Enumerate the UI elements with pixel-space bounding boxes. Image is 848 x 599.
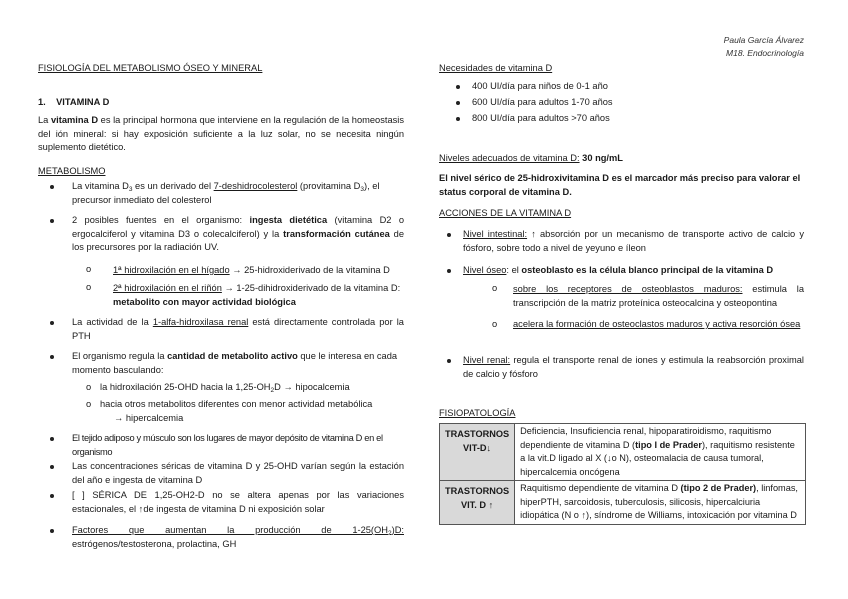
arrow-up-icon: ↑ (488, 499, 494, 510)
label-text: TRASTORNOS (445, 429, 510, 439)
bullet-icon (456, 85, 460, 89)
text: : el (506, 265, 522, 275)
arrow-up-icon: ↑ (581, 510, 587, 520)
subscript: 2 (270, 387, 275, 394)
intro-paragraph (38, 114, 404, 155)
table-row (440, 481, 806, 525)
list-item: 800 UI/día para adultos >70 años (472, 113, 610, 123)
list-item (72, 214, 404, 255)
bullet-icon (50, 355, 54, 359)
bullet-icon (50, 321, 54, 325)
sub-list-item (100, 398, 404, 425)
text: ), síndrome de Williams, intoxicación por vitamina D (586, 510, 797, 520)
niveles-line (439, 152, 623, 166)
subscript: 3 (360, 186, 364, 193)
text: hacia otros metabolitos diferentes con menor actividad metabólica (100, 399, 373, 409)
section-title: VITAMINA D (56, 97, 110, 107)
section-number: 1. (38, 97, 46, 107)
bold-text: ingesta dietética (249, 215, 328, 225)
page-header (640, 34, 804, 60)
arrow-right-icon: → (114, 412, 124, 423)
list-item (463, 354, 804, 381)
text: hipercalcemia (123, 412, 184, 423)
list-item (463, 264, 808, 278)
list-item (72, 316, 404, 343)
text: ), el precursor inmediato del colesterol (72, 181, 380, 205)
acciones-heading: ACCIONES DE LA VITAMINA D (439, 208, 572, 218)
metabolismo-heading: METABOLISMO (38, 166, 106, 176)
label-text: TRASTORNOS (445, 486, 510, 496)
list-item (72, 180, 404, 207)
arrow-down-icon: ↓ (606, 453, 612, 463)
bullet-icon (50, 494, 54, 498)
label-text: VIT. D (460, 499, 486, 510)
course-name: M18. Endocrinología (726, 48, 804, 58)
row-text (515, 481, 806, 525)
circle-bullet-icon: o (86, 399, 92, 409)
text: ), raquitismo resistente a la vit.D ligado al X ( (520, 439, 795, 463)
label-text: VIT-D (463, 442, 487, 453)
bullet-icon (456, 117, 460, 121)
bold-text: tipo I de Prader (635, 439, 702, 450)
list-item: 400 UI/día para niños de 0-1 año (472, 81, 608, 91)
text: D (274, 382, 284, 392)
list-item: 600 UI/día para adultos 1-70 años (472, 97, 613, 107)
text: estrógenos/testosterona, prolactina, GH (72, 538, 237, 549)
text: estimula la transcripción de la matriz proteínica osteocalcina y osteopontina (513, 284, 804, 308)
underlined-text: 7-deshidrocolesterol (213, 181, 298, 191)
underlined-text: 2ª hidroxilación en el riñón (113, 283, 222, 293)
text: Deficiencia, Insuficiencia renal, hipoparatiroidismo, raquitismo dependiente de vitamina D ( (520, 426, 772, 450)
list-item (463, 228, 804, 255)
circle-bullet-icon: o (86, 264, 92, 274)
underlined-text: Nivel intestinal: (463, 229, 528, 239)
text: [ ] SÉRICA DE 1,25-OH2-D no se altera apenas por las variaciones estacionales, el (72, 490, 404, 514)
circle-bullet-icon: o (492, 283, 498, 293)
text: es la principal hormona que interviene en la regulación de la homeostasis del ión mineral: si hay exposición suficiente a la luz solar, no se necesita ningún suplemento dietético. (38, 115, 404, 152)
text: regula el transporte renal de iones y estimula la reabsorción proximal de calcio y fósforo (463, 355, 804, 379)
bullet-icon (50, 219, 54, 223)
marker-paragraph: El nivel sérico de 25-hidroxivitamina D es el marcador más preciso para valorar el status corporal de vitamina D. (439, 173, 801, 197)
bold-text: metabolito con mayor actividad biológica (113, 296, 296, 307)
arrow-right-icon: → (283, 382, 293, 392)
underlined-text: 1-alfa-hidroxilasa renal (152, 317, 249, 327)
text: La actividad de la (72, 317, 153, 327)
necesidades-heading: Necesidades de vitamina D (439, 63, 553, 73)
sub-list-item (100, 381, 400, 395)
bold-text: cantidad de metabolito activo (167, 351, 298, 361)
circle-bullet-icon: o (86, 382, 92, 392)
niveles-value: 30 ng/mL (579, 153, 623, 163)
table-row (440, 424, 806, 481)
bullet-icon (50, 437, 54, 441)
row-label (440, 424, 515, 481)
text: (vitamina D2 o ergocalciferol y vitamina D3 o colecalciferol) y la (72, 215, 405, 239)
list-item: El tejido adiposo y músculo son los lugares de mayor depósito de vitamina D en el organismo (72, 433, 383, 457)
bullet-icon (50, 185, 54, 189)
bold-text: transformación cutánea (283, 228, 390, 239)
text: de ingesta de vitamina D ni exposición solar (143, 503, 325, 514)
arrow-down-icon: ↓ (486, 442, 492, 453)
arrow-up-icon: ↑ (138, 503, 144, 514)
text: (provitamina D (297, 181, 361, 191)
underlined-text: Nivel renal: (463, 355, 511, 365)
niveles-label: Niveles adecuados de vitamina D: (439, 153, 580, 163)
text: La vitamina D (72, 181, 129, 191)
factores-line (72, 524, 404, 538)
list-item (72, 524, 404, 551)
section-heading (38, 96, 109, 110)
text: La (38, 115, 51, 125)
page-title: FISIOLOGÍA DEL METABOLISMO ÓSEO Y MINERAL (38, 63, 263, 73)
text: absorción por un mecanismo de transporte activo de calcio y fósforo, sobre todo a nivel de yeyuno e íleon (463, 229, 804, 253)
text: 2 posibles fuentes en el organismo: (72, 215, 250, 225)
subscript: 3 (128, 186, 133, 193)
text: de los precursores por la radiación UV. (72, 228, 404, 252)
text: está directamente controlada por la PTH (72, 317, 404, 341)
text: hipocalcemia (292, 382, 350, 392)
sub-list-item: acelera la formación de osteoclastos maduros y activa resorción ósea (513, 319, 801, 329)
underlined-text: 1ª hidroxilación en el hígado (113, 265, 230, 275)
bullet-icon (50, 465, 54, 469)
text: o N), osteomalacia de causa tumoral, hipercalcemia oncógena (520, 453, 764, 477)
text: la hidroxilación 25-OHD hacia la 1,25-OH (100, 382, 271, 392)
sub-list-item (513, 283, 804, 310)
vitamina-d-bold: vitamina D (50, 115, 99, 125)
text: El organismo regula la (72, 351, 168, 361)
bullet-icon (447, 359, 451, 363)
text: que le interesa en cada momento basculando: (72, 351, 398, 375)
bold-text: osteoblasto es la célula blanco principal de la vitamina D (521, 265, 774, 275)
circle-bullet-icon: o (86, 282, 92, 292)
subscript: 2 (387, 530, 392, 537)
circle-bullet-icon: o (492, 319, 498, 329)
text: Factores que aumentan la producción de 1-25(OH (72, 525, 388, 535)
bold-text: (tipo 2 de Prader) (680, 483, 757, 493)
text: es un derivado del (132, 181, 214, 191)
underlined-text: sobre los receptores de osteoblastos maduros: (513, 284, 743, 294)
text: 25-hidroxiderivado de la vitamina D (244, 265, 390, 275)
sub-list-item (113, 282, 404, 309)
bullet-icon (447, 233, 451, 237)
text: → 1-25-dihidroxiderivado de la vitamina D: (221, 283, 401, 293)
fisiopatologia-table (439, 423, 806, 525)
text: , linfomas, hiperPTH, sarcoidosis, tuberculosis, silicosis, hipercalciuria idiopática (N o (520, 483, 798, 520)
fisiopatologia-heading: FISIOPATOLOGÍA (439, 408, 516, 418)
underlined-text: Nivel óseo (463, 265, 507, 275)
bullet-icon (456, 101, 460, 105)
bullet-icon (50, 529, 54, 533)
row-label (440, 481, 515, 525)
row-text (515, 424, 806, 481)
list-item (72, 350, 404, 377)
bullet-icon (447, 269, 451, 273)
text: Raquitismo dependiente de vitamina D (520, 483, 681, 493)
list-item (72, 489, 404, 516)
arrow-right-icon: → (229, 265, 245, 275)
arrow-up-icon: ↑ (527, 229, 536, 239)
sub-list-item (113, 264, 404, 278)
author-name: Paula García Álvarez (723, 35, 804, 45)
list-item: Las concentraciones séricas de vitamina D y 25-OHD varían según la estación del año e ingesta de vitamina D (72, 461, 404, 485)
text: )D: (391, 525, 404, 535)
